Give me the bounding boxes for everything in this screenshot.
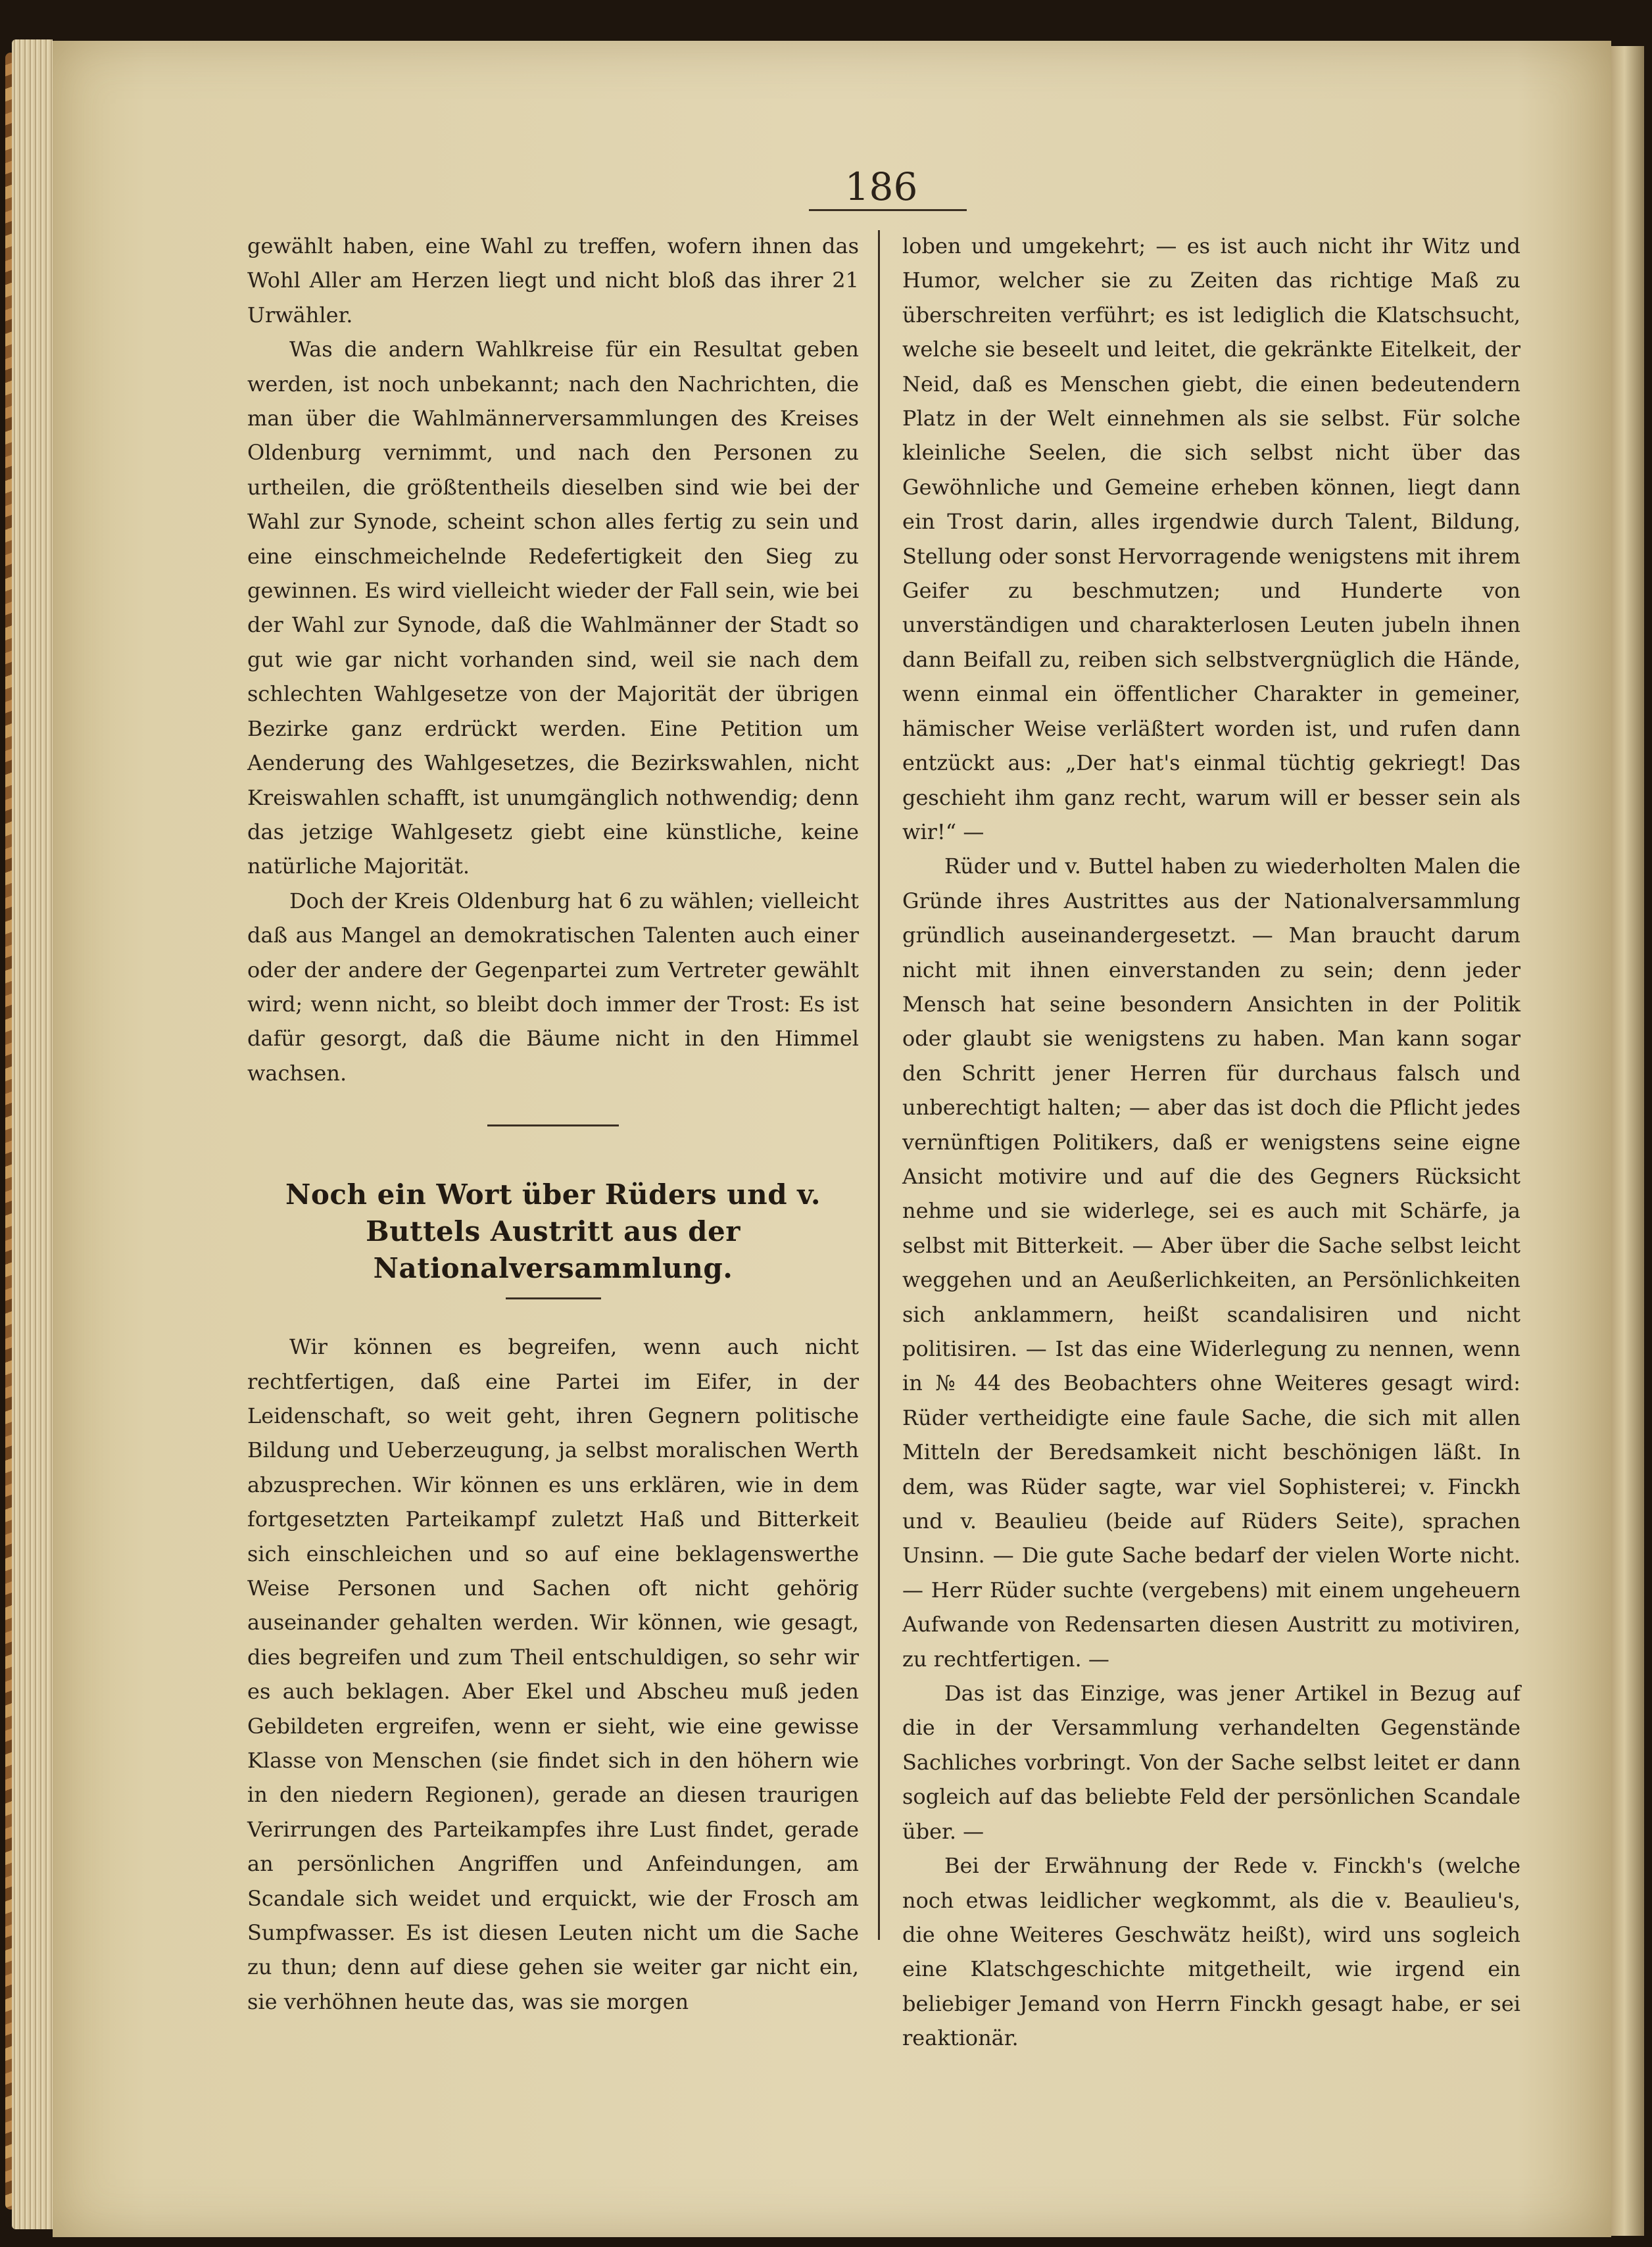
paragraph: Rüder und v. Buttel haben zu wiederholten Malen die Gründe ihres Austrittes aus der Nationalversammlung gründlich auseinandergesetzt. — Man braucht darum nicht mit ihnen einverstanden zu sein; denn jeder Mensch hat seine besondern Ansichten in der Politik oder glaubt sie wenigstens zu haben. Man kann sogar den Schritt jener Herren für durchaus falsch und unberechtigt halten; — aber das ist doch die Pflicht jedes vernünftigen Politikers, daß er wenigstens seine eigne Ansicht motivire und auf die des Gegners Rücksicht nehme und sie widerlege, sei es auch mit Schärfe, ja selbst mit Bitterkeit. — Aber über die Sache selbst leicht weggehen und an Aeußerlichkeiten, an Persönlichkeiten sich anklammern, heißt scandalisiren und nicht politisiren. — Ist das eine Widerlegung zu nennen, wenn in № 44 des Beobachters ohne Weiteres gesagt wird: Rüder vertheidigte eine faule Sache, die sich mit allen Mitteln der Beredsamkeit nicht beschönigen läßt. In dem, was Rüder sagte, war viel Sophisterei; v. Finckh und v. Beaulieu (beide auf Rüders Seite), sprachen Unsinn. — Die gute Sache bedarf der vielen Worte nicht. — Herr Rüder suchte (vergebens) mit einem ungeheuern Aufwande von Redensarten diesen Austritt zu motiviren, zu rechtfertigen. — [902, 854, 1520, 1672]
left-column [247, 229, 859, 2019]
facing-page-edge [1611, 46, 1644, 2236]
paragraph: Doch der Kreis Oldenburg hat 6 zu wählen; vielleicht daß aus Mangel an demokratischen Talenten auch einer oder der andere der Gegenpartei zum Vertreter gewählt wird; wenn nicht, so bleibt doch immer der Trost: Es ist dafür gesorgt, daß die Bäume nicht in den Himmel wachsen. [247, 888, 859, 1086]
paragraph: loben und umgekehrt; — es ist auch nicht ihr Witz und Humor, welcher sie zu Zeiten das richtige Maß zu überschreiten verführt; es ist lediglich die Klatschsucht, welche sie beseelt und leitet, die gekränkte Eitelkeit, der Neid, daß es Menschen giebt, die einen bedeutendern Platz in der Welt einnehmen als sie selbst. Für solche kleinliche Seelen, die sich selbst nicht über das Gewöhnliche und Gemeine erheben können, liegt dann ein Trost darin, alles irgendwie durch Talent, Bildung, Stellung oder sonst Hervorragende wenigstens mit ihrem Geifer zu beschmutzen; und Hunderte von unverständigen und charakterlosen Leuten jubeln ihnen dann Beifall zu, reiben sich selbstvergnüglich die Hände, wenn einmal ein öffentlicher Charakter in gemeiner, hämischer Weise verläßtert worden ist, und rufen dann entzückt aus: „Der hat's einmal tüchtig gekriegt! Das geschieht ihm ganz recht, warum will er besser sein als wir!“ — [902, 233, 1520, 844]
article-heading: Noch ein Wort über Rüders und v. Buttels Austritt aus der Nationalversammlung. [285, 1178, 821, 1285]
column-divider [878, 230, 880, 1940]
paragraph: Bei der Erwähnung der Rede v. Finckh's (welche noch etwas leidlicher wegkommt, als die v. Beaulieu's, die ohne Weiteres Geschwätz heißt), wird uns sogleich eine Klatschgeschichte mitgetheilt, wie irgend ein beliebiger Jemand von Herrn Finckh gesagt habe, er sei reaktionär. [902, 1853, 1520, 2051]
page-number: 186 [844, 164, 918, 209]
paragraph: gewählt haben, eine Wahl zu treffen, wofern ihnen das Wohl Aller am Herzen liegt und nicht bloß das ihrer 21 Urwähler. [247, 233, 859, 327]
header-rule [809, 209, 967, 211]
paragraph: Wir können es begreifen, wenn auch nicht rechtfertigen, daß eine Partei im Eifer, in der Leidenschaft, so weit geht, ihren Gegnern politische Bildung und Ueberzeugung, ja selbst moralischen Werth abzusprechen. Wir können es uns erklären, wie in dem fortgesetzten Parteikampf zuletzt Haß und Bitterkeit sich einschleichen und so auf eine beklagenswerthe Weise Personen und Sachen oft nicht gehörig auseinander gehalten werden. Wir können, wie gesagt, dies begreifen und zum Theil entschuldigen, so sehr wir es auch beklagen. Aber Ekel und Abscheu muß jeden Gebildeten ergreifen, wenn er sieht, wie eine gewisse Klasse von Menschen (sie findet sich in den höhern wie in den niedern Regionen), gerade an diesen traurigen Verirrungen des Parteikampfes ihre Lust findet, gerade an persönlichen Angriffen und Anfeindungen, am Scandale sich weidet und erquickt, wie der Frosch am Sumpfwasser. Es ist diesen Leuten nicht um die Sache zu thun; denn auf diese gehen sie weiter gar nicht ein, sie verhöhnen heute das, was sie morgen [247, 1334, 859, 2014]
paragraph: Das ist das Einzige, was jener Artikel in Bezug auf die in der Versammlung verhandelten Gegenstände Sachliches vorbringt. Von der Sache selbst leitet er dann sogleich auf das beliebte Feld der persönlichen Scandale über. — [902, 1681, 1520, 1844]
page-stack-edge [12, 39, 53, 2229]
paragraph: Was die andern Wahlkreise für ein Resultat geben werden, ist noch unbekannt; nach den Nachrichten, die man über die Wahlmännerversammlungen des Kreises Oldenburg vernimmt, und nach den Personen zu urtheilen, die größtentheils dieselben sind wie bei der Wahl zur Synode, scheint schon alles fertig zu sein und eine einschmeichelnde Redefertigkeit den Sieg zu gewinnen. Es wird vielleicht wieder der Fall sein, wie bei der Wahl zur Synode, daß die Wahlmänner der Stadt so gut wie gar nicht vorhanden sind, weil sie nach dem schlechten Wahlgesetze von der Majorität der übrigen Bezirke ganz erdrückt werden. Eine Petition um Aenderung des Wahlgesetzes, die Bezirkswahlen, nicht Kreiswahlen schafft, ist unumgänglich nothwendig; denn das jetzige Wahlgesetz giebt eine künstliche, keine natürliche Majorität. [247, 337, 859, 879]
section-separator [487, 1124, 619, 1126]
right-column [902, 229, 1520, 2056]
